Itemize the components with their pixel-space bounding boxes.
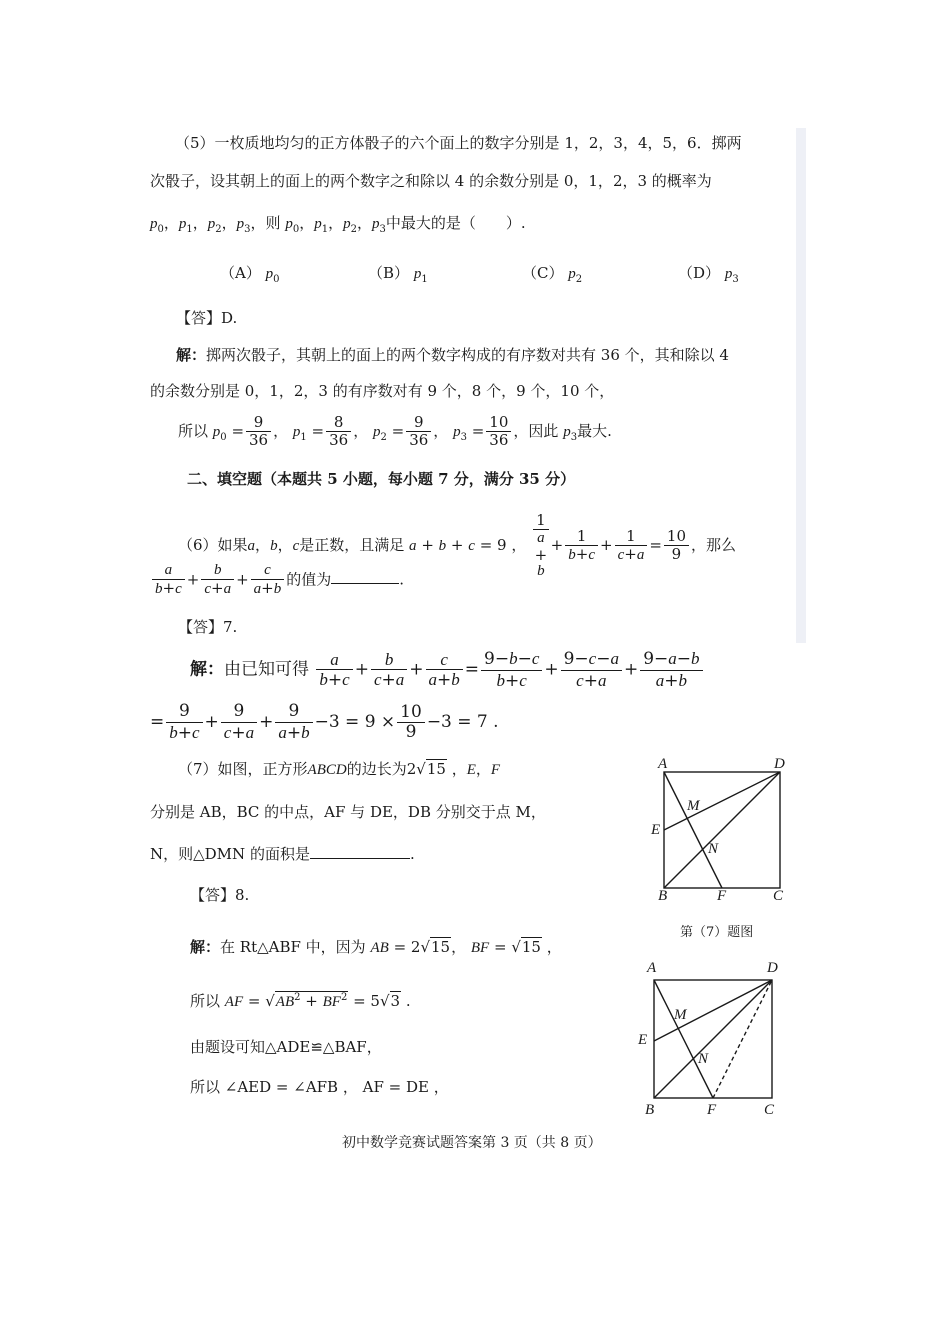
q5-solution-2: 的余数分别是 0，1，2，3 的有序数对有 9 个，8 个，9 个，10 个， <box>150 382 615 400</box>
q6-line1: （6）如果a，b，c是正数，且满足 a + b + c = 9 ， 1 a + b + $\frac{1}{b+c}$ + $\frac{1}{c+a}$ = $\frac{10}{9}$ ，那么 <box>178 511 737 579</box>
q5-option-b: （B） $p_1$ <box>368 264 428 285</box>
section-2-heading: 二、填空题（本题共 5 小题，每小题 7 分，满分 35 分） <box>187 470 576 488</box>
page-edge-strip <box>796 128 806 643</box>
frac-p2: $\frac{9}{36}$ <box>406 414 431 450</box>
q5-solution-3: 所以 $p_0$ = $\frac{9}{36}$ ， $p_1$ = $\frac{8}{36}$ ， $p_2$ = $\frac{9}{36}$ ， $p_3$ = $\frac{10}{36}$ ，因此 $p_3$最大. <box>178 413 612 450</box>
line-af-2 <box>654 980 713 1098</box>
q7-figure-2 <box>630 958 795 1120</box>
q6-solution-1: 解：由已知可得 $\frac{a}{b+c}$ + $\frac{b}{c+a}$ + $\frac{c}{a+b}$ = $\frac{9-b-c}{b+c}$ + $\frac{9-c-a}{c+a}$ + $\frac{9-a-b}{a+b}$ <box>190 649 705 691</box>
label-c-2: C <box>764 1102 775 1118</box>
label-d-1: D <box>774 756 785 772</box>
q7-solution-3: 由题设可知△ADE≌△BAF， <box>190 1038 382 1056</box>
q5-answer: 【答】D. <box>176 309 238 327</box>
label-n-2: N <box>698 1051 709 1067</box>
label-n-1: N <box>708 841 719 857</box>
q7-solution-4: 所以 ∠AED = ∠AFB ， AF = DE ， <box>190 1078 449 1096</box>
line-ed-1 <box>664 772 780 830</box>
q6-solution-2: = $\frac{9}{b+c}$ + $\frac{9}{c+a}$ + $\frac{9}{a+b}$ −3 = 9 × $\frac{10}{9}$ −3 = 7 . <box>150 701 499 743</box>
q6-answer: 【答】7. <box>178 618 238 636</box>
label-m-2: M <box>674 1007 687 1023</box>
label-e-1: E <box>651 822 661 838</box>
frac-p0: $\frac{9}{36}$ <box>246 414 271 450</box>
label-b-2: B <box>645 1102 655 1118</box>
page-footer: 初中数学竞赛试题答案第 3 页（共 8 页） <box>342 1135 602 1151</box>
frac-p1: $\frac{8}{36}$ <box>326 414 351 450</box>
q5-line3: $p_0$，$p_1$，$p_2$，$p_3$，则 $p_0$，$p_1$，$p_2$，$p_3$中最大的是（ ）. <box>150 214 526 235</box>
q5-line2: 次骰子，设其朝上的面上的两个数字之和除以 4 的余数分别是 0，1，2，3 的概率为 <box>150 172 712 190</box>
q7-figure-1 <box>640 752 800 902</box>
q7-line1: （7）如图，正方形ABCD的边长为2√15 ，E，F <box>178 760 501 778</box>
q5-option-c: （C） $p_2$ <box>522 264 583 285</box>
line-bd-2 <box>654 980 772 1098</box>
q7-figure-caption: 第（7）题图 <box>680 925 754 940</box>
label-d-2: D <box>767 960 778 976</box>
label-a-1: A <box>658 756 668 772</box>
q5-option-a: （A） $p_0$ <box>220 264 280 285</box>
q7-solution-1: 解：在 Rt△ABF 中，因为 AB = 2√15， BF = √15 ， <box>190 938 562 956</box>
q7-answer: 【答】8. <box>190 886 250 904</box>
q6-line2: $\frac{a}{b+c}$ + $\frac{b}{c+a}$ + $\frac{c}{a+b}$ 的值为 . <box>150 562 404 599</box>
label-m-1: M <box>687 798 700 814</box>
line-af-1 <box>664 772 722 888</box>
line-bd-1 <box>664 772 780 888</box>
q7-solution-2: 所以 AF = $√AB^2 + BF^2 = 5√3$ . <box>190 992 411 1010</box>
q5-solution-1: 解：掷两次骰子，其朝上的面上的两个数字构成的有序数对共有 36 个，其和除以 4 <box>176 346 729 364</box>
label-e-2: E <box>638 1032 648 1048</box>
q5-option-d: （D） $p_3$ <box>678 264 739 285</box>
label-c-1: C <box>773 888 784 902</box>
label-f-2: F <box>707 1102 717 1118</box>
line-fd-dashed <box>713 980 772 1098</box>
label-b-1: B <box>658 888 668 902</box>
q5-then: ，则 <box>250 214 281 232</box>
q5-line3-tail: 中最大的是（ ）. <box>385 214 526 232</box>
frac-p3: $\frac{10}{36}$ <box>486 414 511 450</box>
label-a-2: A <box>647 960 657 976</box>
line-ed-2 <box>654 980 772 1041</box>
label-f-1: F <box>717 888 727 902</box>
q5-line1: （5）一枚质地均匀的正方体骰子的六个面上的数字分别是 1，2，3，4，5，6．掷两 <box>175 134 742 152</box>
q7-line3: N，则△DMN 的面积是 . <box>150 845 415 863</box>
q7-line2: 分别是 AB，BC 的中点，AF 与 DE，DB 分别交于点 M， <box>150 803 546 821</box>
